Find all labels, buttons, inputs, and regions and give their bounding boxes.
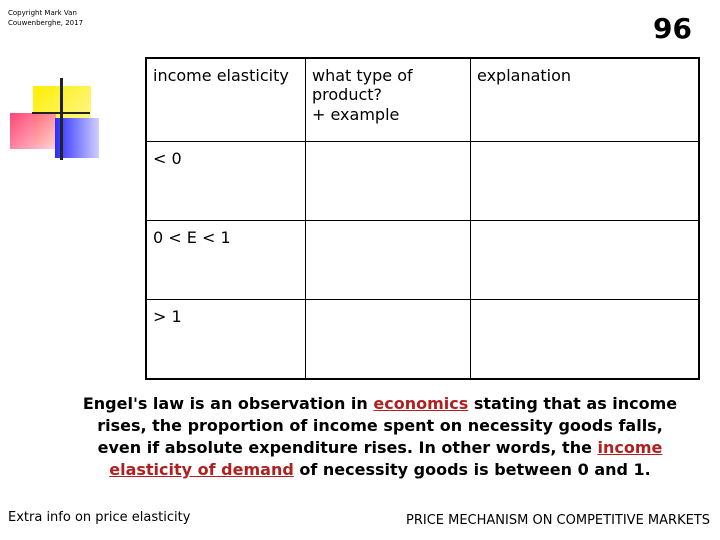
row-range: > 1 bbox=[146, 299, 306, 379]
decorative-logo bbox=[8, 76, 103, 166]
income-elasticity-of-demand-link[interactable]: income elasticity of demand bbox=[109, 438, 663, 479]
elasticity-table bbox=[145, 57, 700, 380]
header-example-text: + example bbox=[312, 105, 400, 124]
row-type-cell[interactable] bbox=[306, 220, 471, 299]
engel-text-part2: stating that as income rises, the proportion of income spent on necessity goods falls, even if absolute expenditure rises. In other words, the bbox=[97, 394, 678, 457]
table-header-row bbox=[146, 58, 699, 142]
table-row bbox=[146, 220, 699, 299]
header-product-type-text: what type of product? bbox=[312, 66, 413, 104]
row-explanation-cell[interactable] bbox=[471, 142, 700, 221]
economics-link[interactable]: economics bbox=[373, 394, 469, 413]
row-explanation-cell[interactable] bbox=[471, 299, 700, 379]
row-type-cell[interactable] bbox=[306, 142, 471, 221]
table-row bbox=[146, 142, 699, 221]
header-income-elasticity: income elasticity bbox=[146, 58, 306, 142]
row-type-cell[interactable] bbox=[306, 299, 471, 379]
copyright-notice: Copyright Mark Van Couwenberghe, 2017 bbox=[8, 9, 84, 27]
header-explanation: explanation bbox=[471, 58, 700, 142]
row-explanation-cell[interactable] bbox=[471, 220, 700, 299]
row-range: 0 < E < 1 bbox=[146, 220, 306, 299]
slide-number: 96 bbox=[653, 12, 692, 45]
header-product-type bbox=[306, 58, 471, 142]
logo-vertical-line bbox=[60, 78, 63, 160]
row-range: < 0 bbox=[146, 142, 306, 221]
logo-horizontal-line bbox=[32, 112, 90, 114]
footer-title: PRICE MECHANISM ON COMPETITIVE MARKETS bbox=[406, 513, 710, 528]
table-row bbox=[146, 299, 699, 379]
engel-text-part3: of necessity goods is between 0 and 1. bbox=[293, 460, 651, 479]
extra-info-link[interactable]: Extra info on price elasticity bbox=[8, 510, 191, 525]
engels-law-text bbox=[80, 393, 680, 481]
logo-red-square bbox=[10, 113, 56, 149]
engel-text-part1: Engel's law is an observation in bbox=[82, 394, 374, 413]
